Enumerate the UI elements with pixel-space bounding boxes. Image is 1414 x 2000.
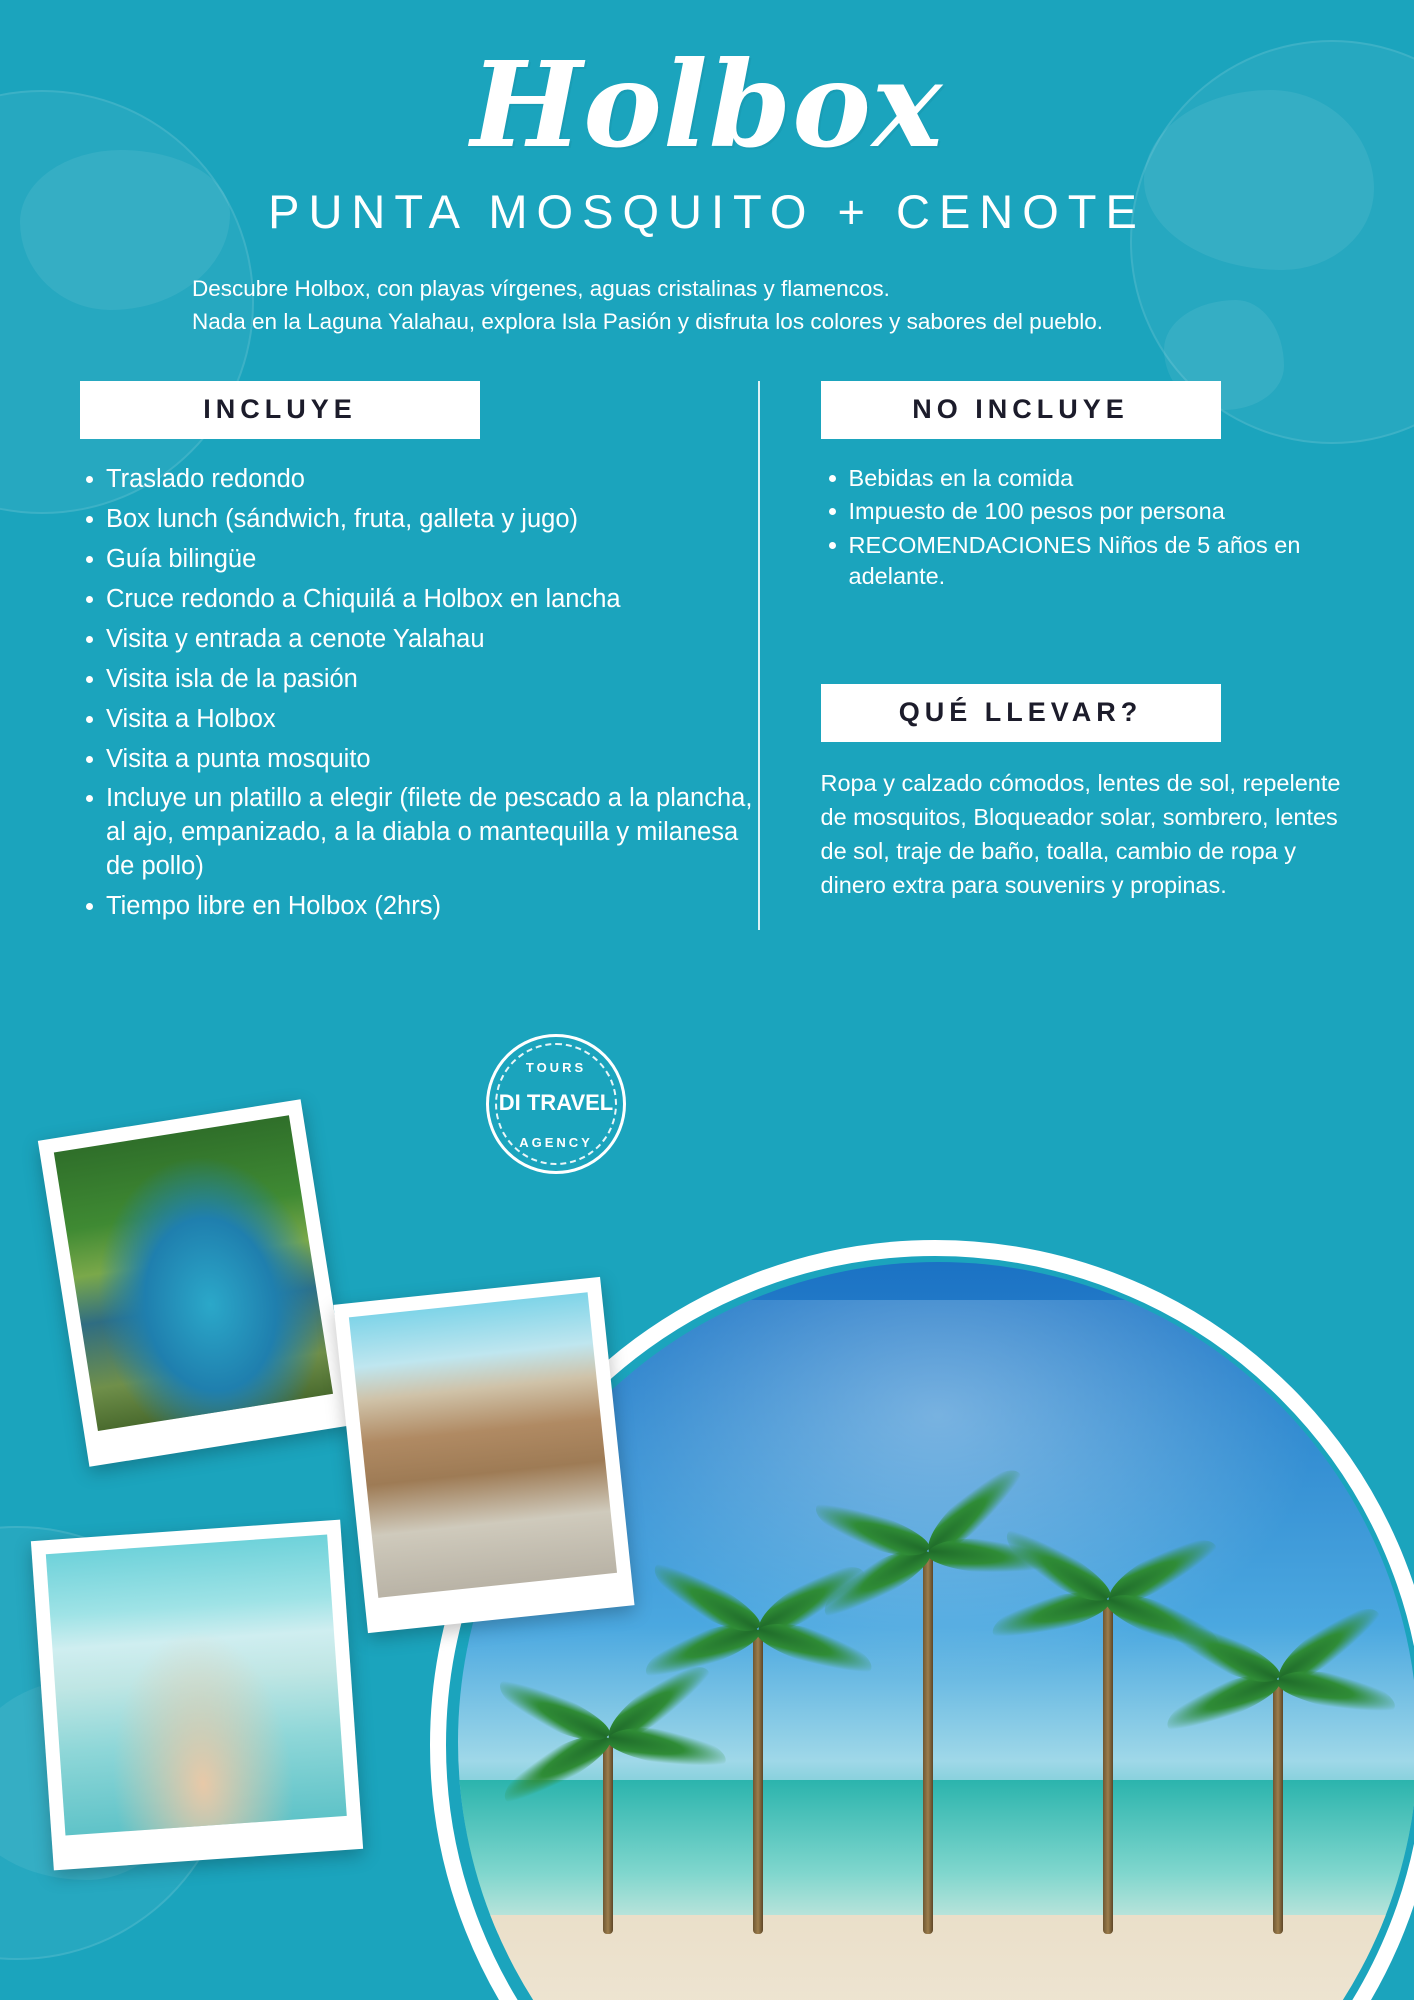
photo-beach-feet <box>31 1520 363 1871</box>
includes-heading: INCLUYE <box>80 381 480 439</box>
includes-section <box>72 381 758 930</box>
stamp-top-word: TOURS <box>525 1060 587 1075</box>
page-subtitle: PUNTA MOSQUITO + CENOTE <box>268 185 1146 238</box>
photo-cenote <box>38 1099 352 1467</box>
list-item: Traslado redondo <box>72 463 758 497</box>
excludes-heading: NO INCLUYE <box>821 381 1221 439</box>
stamp-brand-name: DI TRAVEL <box>498 1090 614 1115</box>
page-title: Holbox <box>470 35 944 174</box>
list-item: RECOMENDACIONES Niños de 5 años en adelante. <box>815 530 1354 593</box>
what-to-bring-heading: QUÉ LLEVAR? <box>821 684 1221 742</box>
intro-line-2: Nada en la Laguna Yalahau, explora Isla Pasión y disfruta los colores y sabores del pueblo. <box>192 309 1103 335</box>
intro-line-1: Descubre Holbox, con playas vírgenes, aguas cristalinas y flamencos. <box>192 275 890 301</box>
list-item: Box lunch (sándwich, fruta, galleta y jugo) <box>72 503 758 537</box>
agency-logo-stamp <box>486 1034 626 1174</box>
sand-band <box>458 1915 1414 2000</box>
intro-text <box>137 272 1277 340</box>
list-item: Visita a Holbox <box>72 703 758 737</box>
excludes-list <box>815 463 1354 592</box>
sea-band <box>458 1780 1414 1934</box>
list-item: Guía bilingüe <box>72 543 758 577</box>
what-to-bring-text: Ropa y calzado cómodos, lentes de sol, repelente de mosquitos, Bloqueador solar, sombrero, lentes de sol, traje de baño, toalla, cambio de ropa y dinero extra para souvenirs y propinas. <box>820 770 1341 899</box>
photo-holbox-street <box>333 1277 634 1633</box>
list-item: Cruce redondo a Chiquilá a Holbox en lancha <box>72 583 758 617</box>
poster-header <box>0 0 1414 339</box>
photo-cenote-image <box>54 1115 333 1431</box>
content-columns <box>0 381 1414 930</box>
list-item: Visita y entrada a cenote Yalahau <box>72 623 758 657</box>
list-item: Impuesto de 100 pesos por persona <box>815 496 1354 527</box>
stamp-bottom-word: AGENCY <box>519 1135 593 1150</box>
list-item: Incluye un platillo a elegir (filete de pescado a la plancha, al ajo, empanizado, a la diabla o mantequilla y milanesa de pollo) <box>72 782 758 884</box>
photo-beach-feet-image <box>46 1535 347 1836</box>
list-item: Visita a punta mosquito <box>72 743 758 777</box>
right-column <box>758 381 1354 930</box>
list-item: Tiempo libre en Holbox (2hrs) <box>72 890 758 924</box>
photo-holbox-street-image <box>349 1292 617 1598</box>
what-to-bring-section <box>815 684 1354 902</box>
list-item: Visita isla de la pasión <box>72 663 758 697</box>
list-item: Bebidas en la comida <box>815 463 1354 494</box>
includes-list <box>72 463 758 924</box>
